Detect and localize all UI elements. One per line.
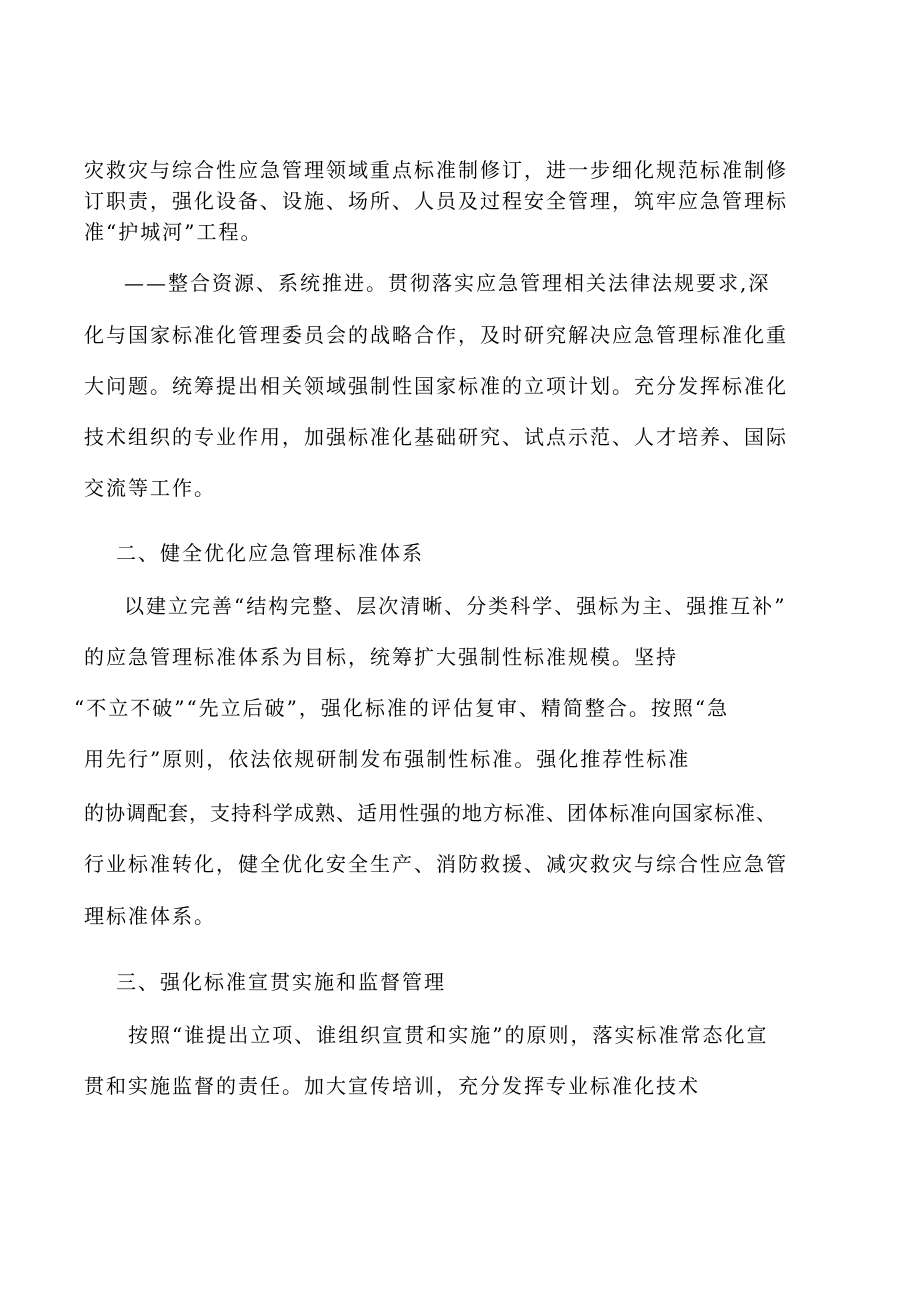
section-heading: 三、强化标准宣贯实施和监督管理	[116, 970, 446, 994]
text-line: “不立不破”“先立后破”，强化标准的评估复审、精简整合。按照“急	[74, 696, 730, 720]
text-line: 订职责，强化设备、设施、场所、人员及过程安全管理，筑牢应急管理标	[84, 189, 788, 213]
text-line: 交流等工作。	[84, 476, 216, 500]
section-heading: 二、健全优化应急管理标准体系	[116, 541, 424, 565]
text-line: 大问题。统筹提出相关领域强制性国家标准的立项计划。充分发挥标准化	[84, 374, 788, 398]
text-line: 行业标准转化，健全优化安全生产、消防救援、减灾救灾与综合性应急管	[84, 852, 788, 876]
text-line: 理标准体系。	[84, 904, 216, 928]
text-line: 的应急管理标准体系为目标，统筹扩大强制性标准规模。坚持	[84, 645, 678, 669]
text-line: 用先行”原则，依法依规研制发布强制性标准。强化推荐性标准	[84, 747, 691, 771]
text-line: 技术组织的专业作用，加强标准化基础研究、试点示范、人才培养、国际	[84, 425, 788, 449]
text-line: 贯和实施监督的责任。加大宣传培训，充分发挥专业标准化技术	[84, 1074, 700, 1098]
text-line: 以建立完善“结构完整、层次清晰、分类科学、强标为主、强推互补”	[124, 594, 787, 618]
text-line: 按照“谁提出立项、谁组织宣贯和实施”的原则，落实标准常态化宣	[128, 1023, 769, 1047]
text-line: 准“护城河”工程。	[84, 220, 263, 244]
text-line: 灾救灾与综合性应急管理领域重点标准制修订，进一步细化规范标准制修	[84, 158, 788, 182]
text-line: 的协调配套，支持科学成熟、适用性强的地方标准、团体标准向国家标准、	[84, 801, 777, 825]
text-line: 化与国家标准化管理委员会的战略合作，及时研究解决应急管理标准化重	[84, 323, 788, 347]
text-line: ——整合资源、系统推进。贯彻落实应急管理相关法律法规要求,深	[124, 271, 771, 295]
